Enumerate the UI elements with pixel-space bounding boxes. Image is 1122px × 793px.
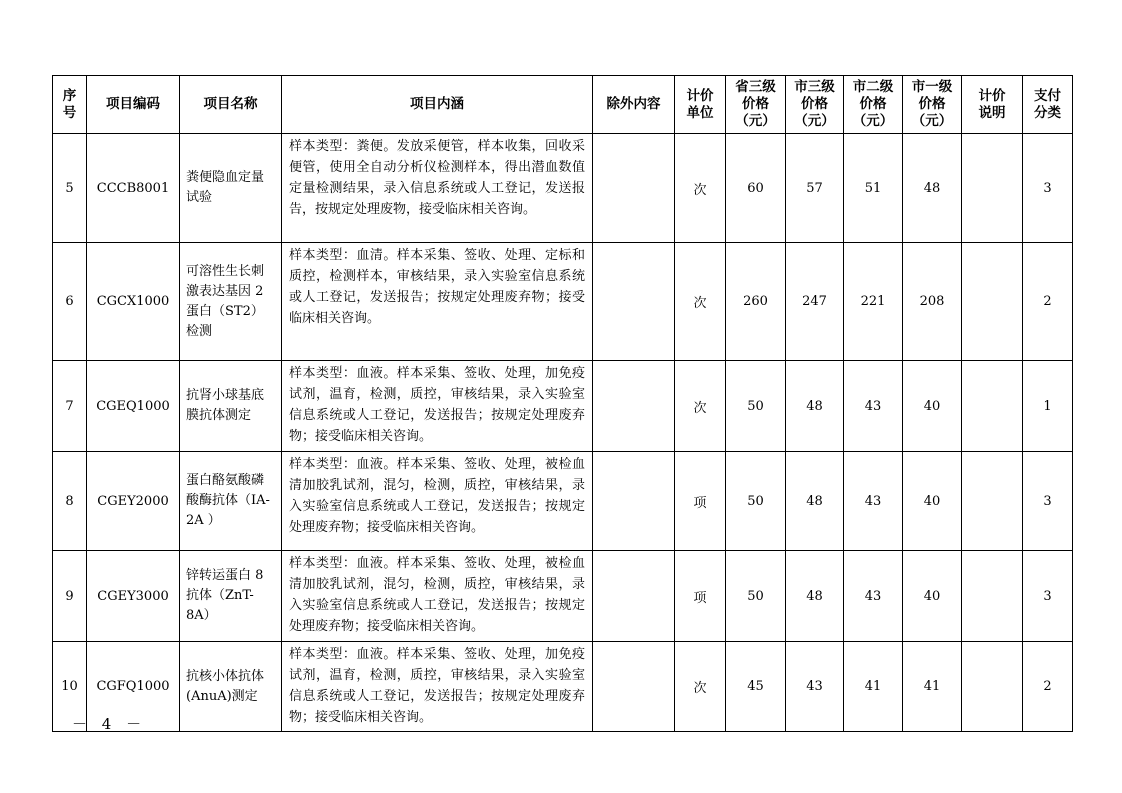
- cell-seq: 7: [53, 361, 87, 452]
- cell-code: CGEY3000: [87, 551, 180, 642]
- cell-price-province-3: 45: [726, 642, 786, 732]
- cell-price-city-2: 43: [844, 551, 903, 642]
- header-exclude: 除外内容: [593, 76, 675, 134]
- header-code: 项目编码: [87, 76, 180, 134]
- cell-price-province-3: 50: [726, 551, 786, 642]
- cell-price-city-1: 208: [903, 243, 962, 361]
- cell-price-city-3: 57: [786, 134, 844, 243]
- cell-pricing-note: [962, 243, 1023, 361]
- cell-pricing-note: [962, 452, 1023, 551]
- cell-exclude: [593, 361, 675, 452]
- table-row: [53, 642, 1073, 732]
- cell-name: 抗肾小球基底膜抗体测定: [180, 361, 282, 452]
- cell-exclude: [593, 551, 675, 642]
- cell-content: 样本类型：血液。样本采集、签收、处理，被检血清加胶乳试剂，混匀，检测，质控，审核结果，录入实验室信息系统或人工登记，发送报告；按规定处理废弃物；接受临床相关咨询。: [282, 551, 593, 642]
- cell-pricing-note: [962, 134, 1023, 243]
- cell-pricing-note: [962, 642, 1023, 732]
- cell-unit: 次: [675, 243, 726, 361]
- cell-price-province-3: 50: [726, 361, 786, 452]
- page-number: － 4 －: [72, 715, 147, 733]
- cell-price-city-2: 43: [844, 361, 903, 452]
- table-row: [53, 452, 1073, 551]
- cell-price-city-1: 41: [903, 642, 962, 732]
- cell-name: 粪便隐血定量试验: [180, 134, 282, 243]
- cell-unit: 次: [675, 642, 726, 732]
- cell-price-city-3: 247: [786, 243, 844, 361]
- table-row: [53, 243, 1073, 361]
- cell-price-city-2: 41: [844, 642, 903, 732]
- header-seq: 序 号: [53, 76, 87, 134]
- cell-pricing-note: [962, 361, 1023, 452]
- cell-code: CCCB8001: [87, 134, 180, 243]
- cell-seq: 9: [53, 551, 87, 642]
- cell-price-province-3: 50: [726, 452, 786, 551]
- cell-seq: 10: [53, 642, 87, 732]
- cell-name: 抗核小体抗体(AnuA)测定: [180, 642, 282, 732]
- cell-price-city-2: 221: [844, 243, 903, 361]
- cell-price-city-2: 51: [844, 134, 903, 243]
- cell-unit: 项: [675, 551, 726, 642]
- cell-name: 蛋白酪氨酸磷酸酶抗体（IA-2A ）: [180, 452, 282, 551]
- cell-price-province-3: 60: [726, 134, 786, 243]
- cell-seq: 8: [53, 452, 87, 551]
- cell-seq: 5: [53, 134, 87, 243]
- cell-content: 样本类型：粪便。发放采便管，样本收集，回收采便管，使用全自动分析仪检测样本，得出潜血数值定量检测结果，录入信息系统或人工登记，发送报告，按规定处理废物，接受临床相关咨询。: [282, 134, 593, 243]
- cell-price-city-1: 40: [903, 361, 962, 452]
- cell-seq: 6: [53, 243, 87, 361]
- header-price-province-3: 省三级 价格 （元）: [726, 76, 786, 134]
- cell-payment-category: 1: [1023, 361, 1073, 452]
- cell-code: CGEY2000: [87, 452, 180, 551]
- cell-code: CGFQ1000: [87, 642, 180, 732]
- cell-payment-category: 3: [1023, 551, 1073, 642]
- header-pricing-note: 计价 说明: [962, 76, 1023, 134]
- cell-content: 样本类型：血清。样本采集、签收、处理、定标和质控，检测样本，审核结果，录入实验室信息系统或人工登记，发送报告；按规定处理废弃物；接受临床相关咨询。: [282, 243, 593, 361]
- cell-content: 样本类型：血液。样本采集、签收、处理，加免疫试剂，温育，检测，质控，审核结果，录入实验室信息系统或人工登记，发送报告；按规定处理废弃物；接受临床相关咨询。: [282, 361, 593, 452]
- cell-code: CGEQ1000: [87, 361, 180, 452]
- cell-price-city-3: 48: [786, 452, 844, 551]
- header-content: 项目内涵: [282, 76, 593, 134]
- fee-table: [52, 75, 1073, 732]
- cell-content: 样本类型：血液。样本采集、签收、处理，加免疫试剂，温育，检测，质控，审核结果，录入实验室信息系统或人工登记，发送报告；按规定处理废弃物；接受临床相关咨询。: [282, 642, 593, 732]
- cell-exclude: [593, 134, 675, 243]
- cell-code: CGCX1000: [87, 243, 180, 361]
- cell-payment-category: 2: [1023, 243, 1073, 361]
- table-row: [53, 361, 1073, 452]
- header-price-city-2: 市二级 价格 （元）: [844, 76, 903, 134]
- cell-price-province-3: 260: [726, 243, 786, 361]
- cell-unit: 项: [675, 452, 726, 551]
- header-row: [53, 76, 1073, 134]
- header-unit: 计价 单位: [675, 76, 726, 134]
- cell-price-city-1: 40: [903, 551, 962, 642]
- cell-payment-category: 3: [1023, 452, 1073, 551]
- cell-payment-category: 2: [1023, 642, 1073, 732]
- cell-exclude: [593, 243, 675, 361]
- header-price-city-1: 市一级 价格 （元）: [903, 76, 962, 134]
- cell-price-city-3: 48: [786, 361, 844, 452]
- cell-price-city-3: 43: [786, 642, 844, 732]
- header-price-city-3: 市三级 价格 （元）: [786, 76, 844, 134]
- header-name: 项目名称: [180, 76, 282, 134]
- cell-payment-category: 3: [1023, 134, 1073, 243]
- cell-name: 可溶性生长刺激表达基因 2 蛋白（ST2）检测: [180, 243, 282, 361]
- cell-unit: 次: [675, 361, 726, 452]
- cell-price-city-3: 48: [786, 551, 844, 642]
- cell-content: 样本类型：血液。样本采集、签收、处理，被检血清加胶乳试剂，混匀，检测，质控，审核结果，录入实验室信息系统或人工登记，发送报告；按规定处理废弃物；接受临床相关咨询。: [282, 452, 593, 551]
- cell-exclude: [593, 642, 675, 732]
- cell-unit: 次: [675, 134, 726, 243]
- cell-price-city-2: 43: [844, 452, 903, 551]
- cell-name: 锌转运蛋白 8 抗体（ZnT-8A）: [180, 551, 282, 642]
- header-payment-category: 支付 分类: [1023, 76, 1073, 134]
- cell-exclude: [593, 452, 675, 551]
- cell-pricing-note: [962, 551, 1023, 642]
- cell-price-city-1: 48: [903, 134, 962, 243]
- cell-price-city-1: 40: [903, 452, 962, 551]
- table-row: [53, 134, 1073, 243]
- table-row: [53, 551, 1073, 642]
